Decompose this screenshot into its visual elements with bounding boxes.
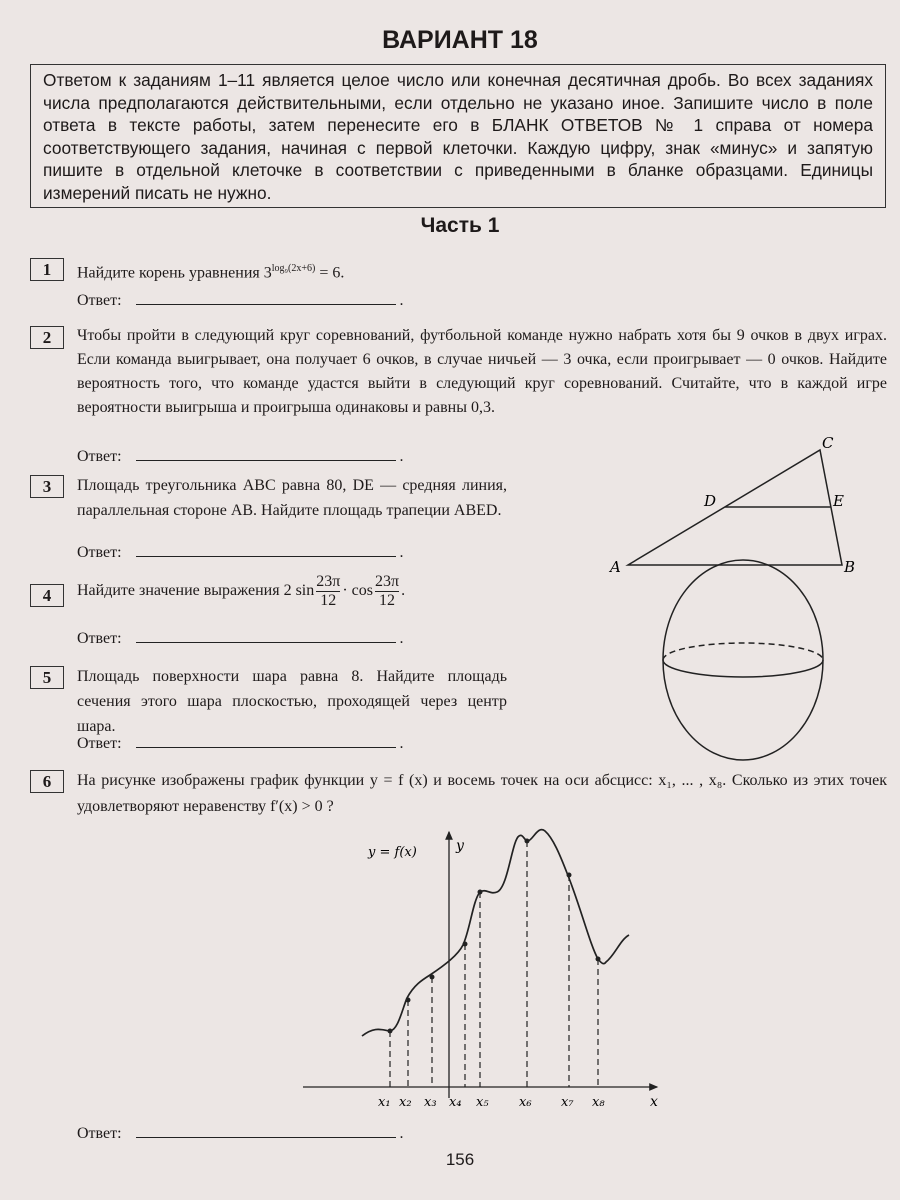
answer-label: Ответ: bbox=[77, 630, 122, 647]
x-point-label: x₆ bbox=[519, 1095, 532, 1110]
label-d: D bbox=[704, 492, 717, 510]
task-number-5: 5 bbox=[30, 666, 64, 689]
task-4-cos: · cos bbox=[342, 582, 373, 600]
curve-point bbox=[463, 942, 468, 947]
task-4-answer[interactable]: Ответ: . bbox=[77, 630, 404, 647]
part-heading: Часть 1 bbox=[420, 214, 500, 237]
curve-point bbox=[525, 839, 530, 844]
task-2-text: Чтобы пройти в следующий круг соревнований, футбольной команде нужно набрать хотя бы 9 очков в двух играх. Если команда выигрывает, она получает 6 очков, в случае ничьей — 3 очка, если проигрывает — 0 очков. Найдите вероятность того, что команде удастся выйти в следующий круг соревнований. Считайте, что в каждой игре вероятности выигрыша и проигрыша одинаковы и равны 0,3. bbox=[77, 327, 887, 416]
task-1-answer[interactable]: Ответ: . bbox=[77, 292, 404, 309]
task-1-prompt: Найдите корень уравнения bbox=[77, 264, 260, 282]
task-1-tail: = 6. bbox=[319, 264, 345, 282]
curve-point bbox=[478, 890, 483, 895]
x-point-label: x₅ bbox=[476, 1095, 489, 1110]
x-point-label: x₇ bbox=[561, 1095, 574, 1110]
instructions-box: Ответом к заданиям 1–11 является целое число или конечная десятичная дробь. Во всех заданиях числа предполагаются действительными, если отдельно не указано иное. Запишите число в поле ответа в тексте работы, затем перенесите его в БЛАНК ОТВЕТОВ № 1 справа от номера соответствующего задания, начиная с первой клеточки. Каждую цифру, знак «минус» и запятую пишите в отдельной клеточке в соответствии с приведенными в бланке образцами. Единицы измерений писать не нужно. bbox=[30, 64, 886, 208]
label-b: B bbox=[844, 558, 856, 576]
task-3-answer[interactable]: Ответ: . bbox=[77, 544, 404, 561]
numerator: 23π bbox=[316, 573, 341, 590]
x-point-label: x₁ bbox=[378, 1095, 391, 1110]
y-axis-label: y bbox=[456, 838, 464, 854]
answer-label: Ответ: bbox=[77, 544, 122, 561]
curve-point bbox=[430, 975, 435, 980]
answer-label: Ответ: bbox=[77, 735, 122, 752]
label-c: C bbox=[822, 434, 834, 452]
task-2-answer[interactable]: Ответ: . bbox=[77, 448, 404, 465]
denominator: 12 bbox=[379, 592, 396, 609]
task-number-3: 3 bbox=[30, 475, 64, 498]
page-number: 156 bbox=[445, 1150, 475, 1169]
task-6-answer[interactable]: Ответ: . bbox=[77, 1125, 404, 1142]
task-number-4: 4 bbox=[30, 584, 64, 607]
task-6-text: На рисунке изображены график функции y = f (x) и восемь точек на оси абсцисс: x₁, ... , x₈. Сколько из этих точек удовлетворяют неравенству f′(x) > 0 ? bbox=[77, 772, 887, 815]
task-number-1: 1 bbox=[30, 258, 64, 281]
curve-point bbox=[567, 873, 572, 878]
task-5-answer[interactable]: Ответ: . bbox=[77, 735, 404, 752]
numerator: 23π bbox=[374, 573, 400, 590]
task-4-tail: . bbox=[401, 582, 406, 600]
label-a: A bbox=[610, 558, 621, 576]
answer-label: Ответ: bbox=[77, 1125, 122, 1142]
task-4-sin: 2 sin bbox=[283, 582, 315, 600]
function-label: y = f(x) bbox=[368, 845, 417, 860]
denominator: 12 bbox=[320, 592, 337, 609]
curve-point bbox=[406, 998, 411, 1003]
function-curve bbox=[362, 830, 629, 1036]
task-5-text: Площадь поверхности шара равна 8. Найдите площадь сечения этого шара плоскостью, проходящей через центр шара. bbox=[77, 668, 507, 735]
answer-line[interactable] bbox=[136, 1123, 396, 1138]
variant-title: ВАРИАНТ 18 bbox=[382, 26, 538, 54]
x-point-label: x₄ bbox=[449, 1095, 462, 1110]
curve-point bbox=[596, 957, 601, 962]
task-number-2: 2 bbox=[30, 326, 64, 349]
task-3-text: Площадь треугольника ABC равна 80, DE — средняя линия, параллельная стороне AB. Найдите площадь трапеции ABED. bbox=[77, 477, 507, 519]
x-point-label: x₃ bbox=[424, 1095, 437, 1110]
task-4-prompt: Найдите значение выражения bbox=[77, 582, 280, 600]
answer-label: Ответ: bbox=[77, 292, 122, 309]
x-axis-label: x bbox=[650, 1094, 658, 1110]
label-e: E bbox=[833, 492, 844, 510]
task-1-base: 3 bbox=[263, 264, 272, 282]
x-point-label: x₂ bbox=[399, 1095, 412, 1110]
curve-point bbox=[388, 1029, 393, 1034]
answer-label: Ответ: bbox=[77, 448, 122, 465]
task-number-6: 6 bbox=[30, 770, 64, 793]
x-point-label: x₈ bbox=[592, 1095, 605, 1110]
task-1-exponent: log₉(2x+6) bbox=[271, 263, 316, 274]
